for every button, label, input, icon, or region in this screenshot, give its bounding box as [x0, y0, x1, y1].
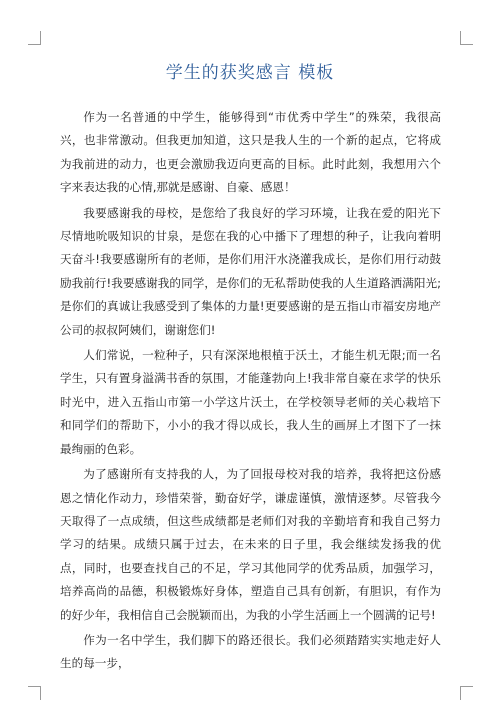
- crop-mark-top-right: [460, 31, 461, 45]
- crop-mark-bottom-right: [460, 686, 461, 700]
- paragraph: 人们常说，一粒种子，只有深深地根植于沃土，才能生机无限;而一名学生，只有置身溢满书香的氛围，才能蓬勃向上!我非常自豪在求学的快乐时光中，进入五指山市第一小学这片沃土，在学校领导老师的关心栽培下和同学们的帮助下，小小的我才得以成长，我人生的画屏上才图下了一抹最绚丽的色彩。: [60, 348, 441, 456]
- paragraph: 为了感谢所有支持我的人，为了回报母校对我的培养，我将把这份感恩之情化作动力，珍惜荣誉，勤奋好学，谦虚谨慎，激情逐梦。尽管我今天取得了一点成绩，但这些成绩都是老师们对我的辛勤培育和我自己努力学习的结果。成绩只属于过去，在未来的日子里，我会继续发扬我的优点，同时，也要查找自己的不足，学习其他同学的优秀品质，加强学习，培养高尚的品德，积极锻炼好身体，塑造自己具有创新，有胆识，有作为的好少年，我相信自己会脱颖而出，为我的小学生活画上一个圆满的记号!: [60, 467, 441, 622]
- crop-mark-top-right: [461, 44, 473, 45]
- crop-mark-top-left: [40, 31, 41, 45]
- document-title: 学生的获奖感言 模板: [165, 63, 335, 83]
- document-body: [60, 106, 441, 678]
- crop-mark-bottom-left: [40, 686, 41, 700]
- paragraph: 作为一名中学生，我们脚下的路还很长。我们必须踏踏实实地走好人生的每一步，: [60, 632, 441, 671]
- paragraph: 我要感谢我的母校，是您给了我良好的学习环境，让我在爱的阳光下尽情地吮吸知识的甘泉，是您在我的心中播下了理想的种子，让我向着明天奋斗!我要感谢所有的老师，是你们用汗水浇灌我成长，是你们用行动鼓励我前行!我要感谢我的同学，是你们的无私帮助使我的人生道路洒满阳光;是你们的真诚让我感受到了集体的力量!更要感谢的是五指山市福安房地产公司的叔叔阿姨们，谢谢您们!: [60, 205, 441, 337]
- crop-mark-bottom-left: [28, 686, 40, 687]
- crop-mark-bottom-right: [461, 686, 473, 687]
- paragraph: 作为一名普通的中学生，能够得到“市优秀中学生”的殊荣，我很高兴，也非常激动。但我更加知道，这只是我人生的一个新的起点，它将成为我前进的动力，也更会激励我迈向更高的目标。此时此刻，我想用六个字来表达我的心情,那就是感谢、自豪、感恩！: [60, 110, 441, 195]
- crop-mark-top-left: [28, 44, 40, 45]
